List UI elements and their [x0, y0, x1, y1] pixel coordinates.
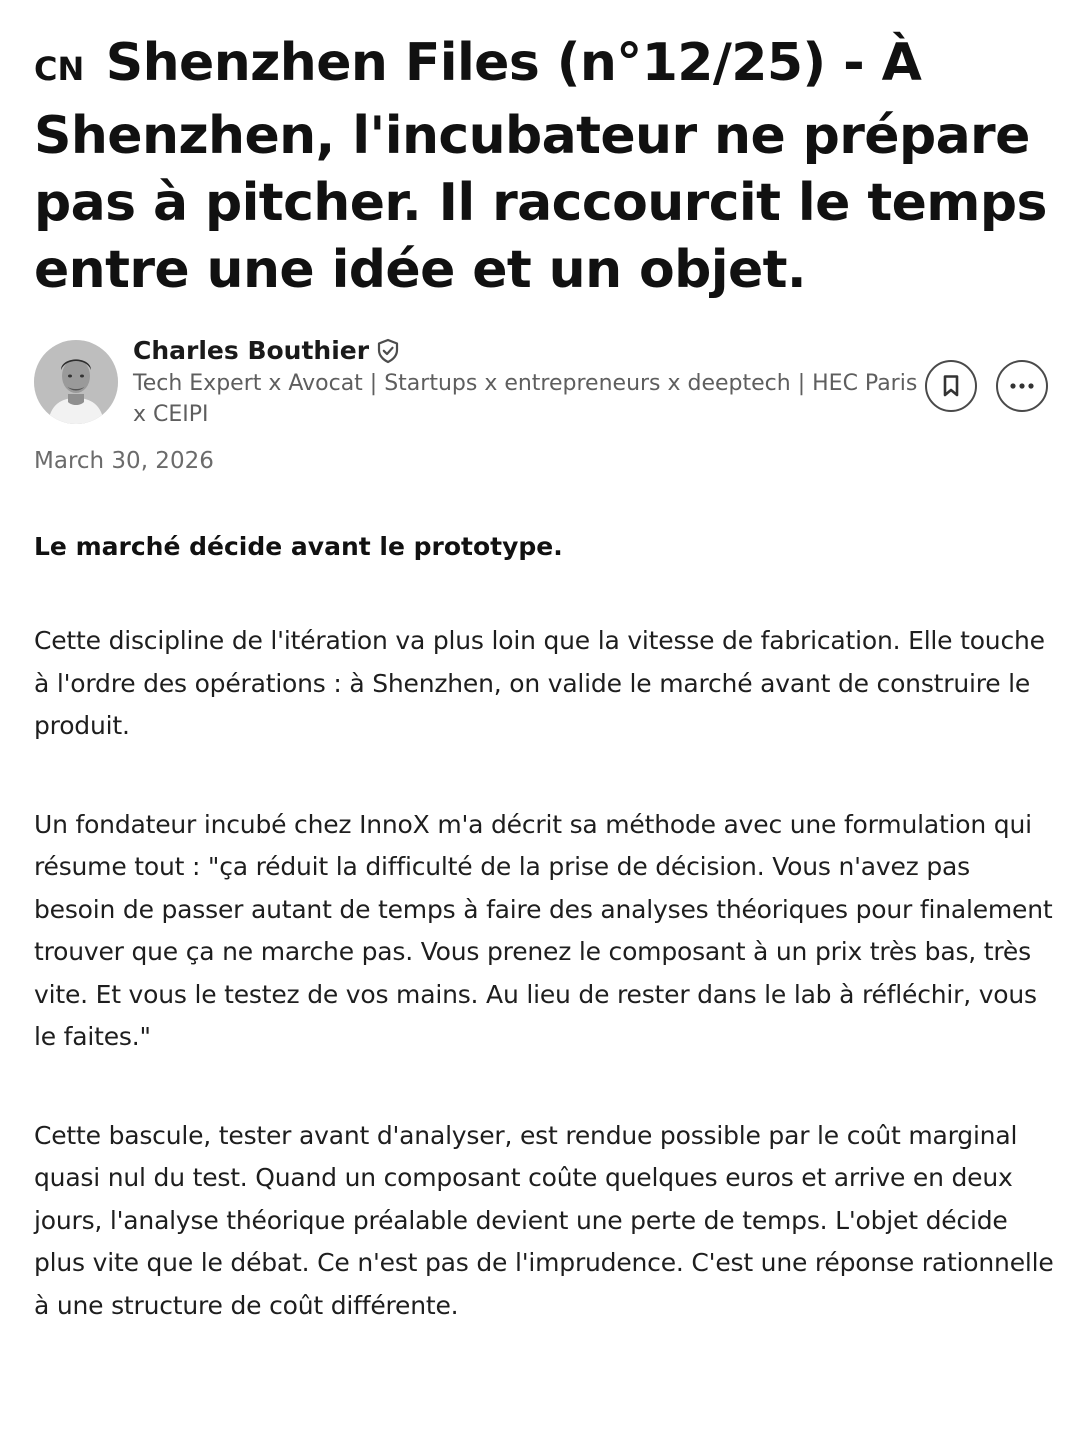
publish-date: March 30, 2026 [34, 448, 214, 474]
author-row [34, 338, 1054, 434]
avatar-photo [34, 340, 118, 424]
more-horizontal-icon [1009, 382, 1035, 390]
article-title [34, 30, 1054, 304]
paragraph: Cette discipline de l'itération va plus loin que la vitesse de fabrication. Elle touche à l'ordre des opérations : à Shenzhen, on valide le marché avant de construire le produit. [34, 626, 1045, 740]
bookmark-icon [941, 374, 961, 398]
paragraph: Cette bascule, tester avant d'analyser, est rendue possible par le coût marginal quasi nul du test. Quand un composant coûte quelques euros et arrive en deux jours, l'analyse théorique préalable devient une perte de temps. L'objet décide plus vite que le débat. Ce n'est pas de l'imprudence. C'est une réponse rationnelle à une structure de coût différente. [34, 1120, 1054, 1320]
article-title-text: Shenzhen Files (n°12/25) - À Shenzhen, l'incubateur ne prépare pas à pitcher. Il raccourcit le temps entre une idée et un objet. [34, 33, 1047, 300]
author-name-line [133, 334, 923, 368]
verified-shield-icon [375, 338, 401, 364]
save-button[interactable] [925, 360, 977, 412]
avatar[interactable] [34, 340, 118, 424]
country-flag: CN [34, 50, 85, 88]
section-heading: Le marché décide avant le prototype. [34, 532, 563, 561]
author-info [133, 334, 923, 430]
more-options-button[interactable] [996, 360, 1048, 412]
article-page [34, 30, 1054, 1327]
author-name[interactable]: Charles Bouthier [133, 336, 370, 365]
author-headline: Tech Expert x Avocat | Startups x entrepreneurs x deeptech | HEC Paris x CEIPI [133, 371, 918, 427]
paragraph: Un fondateur incubé chez InnoX m'a décrit sa méthode avec une formulation qui résume tout : "ça réduit la difficulté de la prise de décision. Vous n'avez pas besoin de passer autant de temps à faire des analyses théoriques pour finalement trouver que ça ne marche pas. Vous prenez le composant à un prix très bas, très vite. Et vous le testez de vos mains. Au lieu de rester dans le lab à réfléchir, vous le faites." [34, 809, 1053, 1051]
